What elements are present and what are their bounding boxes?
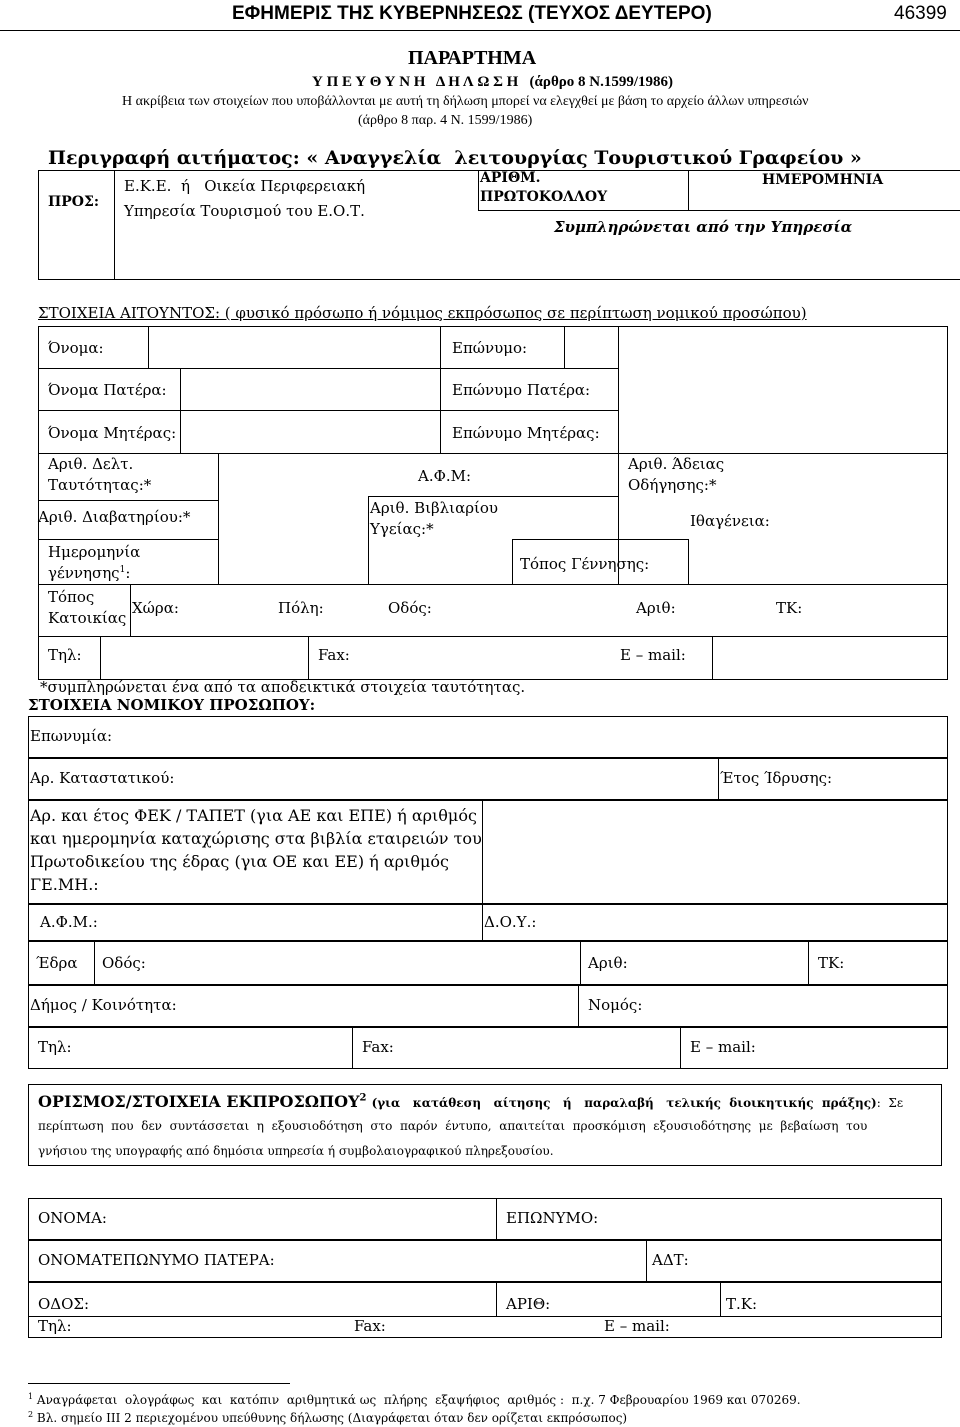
father-surname-label: Επώνυμο Πατέρα: <box>452 381 591 399</box>
city-label: Πόλη: <box>278 599 324 617</box>
footnote-1 <box>28 1392 801 1407</box>
representative-footnote-ref: 2 <box>359 1092 367 1104</box>
representative-title-tail: : Σε <box>876 1096 904 1110</box>
tax-office-label: Δ.Ο.Υ.: <box>484 913 537 931</box>
mother-surname-label: Επώνυμο Μητέρας: <box>452 424 600 442</box>
request-description: Περιγραφή αιτήματος: « Αναγγελία λειτουργίας Τουριστικού Γραφείου » <box>48 147 862 169</box>
fax-label: Fax: <box>318 646 350 664</box>
email-label: E – mail: <box>620 646 686 664</box>
seat-postal-code-label: ΤΚ: <box>818 954 845 972</box>
col-rule-fax <box>308 636 309 680</box>
birth-date-text: γέννησης <box>48 564 120 582</box>
row-rule-5b <box>512 539 688 540</box>
legal-contact-divider-1 <box>352 1027 353 1069</box>
residence-label-2: Κατοικίας <box>48 609 127 627</box>
footnote-1-text: Αναγράφεται ολογράφως και κατόπιν αριθμητικά ως πλήρης εξαψήφιος αριθμός : π.χ. 7 Φεβρουαρίου 1969 και 070269. <box>36 1393 801 1407</box>
col-rule-email <box>712 636 713 680</box>
col-rule-mid <box>440 326 441 453</box>
representative-title-text: ΟΡΙΣΜΟΣ/ΣΤΟΙΧΕΙΑ ΕΚΠΡΟΣΩΠΟΥ <box>38 1092 360 1111</box>
first-name-label: Όνομα: <box>48 339 104 357</box>
protocol-number-label: ΑΡΙΘΜ. <box>480 170 541 186</box>
founding-year-label: Έτος Ίδρυσης: <box>720 769 833 787</box>
rep-address-divider-2 <box>720 1282 721 1316</box>
fek-divider <box>482 800 483 904</box>
rep-address-rule <box>28 1316 942 1317</box>
street-number-label: Αριθ: <box>636 599 676 617</box>
legal-email-label: E – mail: <box>690 1038 756 1056</box>
col-rule-name <box>148 326 149 368</box>
rep-id-label: ΑΔΤ: <box>652 1251 689 1269</box>
recipient-divider <box>114 170 115 280</box>
fek-label-2: και ημερομηνία καταχώρισης στα βιβλία εταιρειών του <box>30 829 482 848</box>
phone-label: Τηλ: <box>48 646 82 664</box>
col-rule-ids <box>218 453 219 584</box>
date-label: ΗΜΕΡΟΜΗΝΙΑ <box>762 172 884 188</box>
legal-contact-box <box>28 1027 948 1069</box>
legal-phone-label: Τηλ: <box>38 1038 72 1056</box>
rep-father-divider <box>646 1240 647 1282</box>
recipient-line2: Υπηρεσία Τουρισμού του Ε.Ο.Τ. <box>124 202 365 220</box>
rep-address-box <box>28 1282 942 1338</box>
company-name-box <box>28 716 948 758</box>
rep-name-box <box>28 1198 942 1240</box>
protocol-divider <box>478 170 479 210</box>
representative-body-2: γνήσιου της υπογραφής από δημόσια υπηρεσία ή συμβολαιογραφικού πληρεξουσίου. <box>38 1144 554 1158</box>
afm-label: Α.Φ.Μ: <box>418 467 472 485</box>
surname-label: Επώνυμο: <box>452 339 528 357</box>
col-rule-parents <box>180 368 181 453</box>
rep-number-label: ΑΡΙΘ: <box>506 1295 551 1313</box>
rep-address-divider-1 <box>496 1282 497 1316</box>
col-rule-tel <box>100 636 101 680</box>
prefecture-label: Νομός: <box>588 996 643 1014</box>
header-rule <box>0 30 960 31</box>
birthplace-label: Τόπος Γέννησης: <box>520 555 650 573</box>
footnote-2 <box>28 1410 627 1425</box>
statute-divider <box>718 758 719 800</box>
row-rule-4a <box>38 500 218 501</box>
row-rule-6 <box>38 584 948 585</box>
municipality-label: Δήμος / Κοινότητα: <box>30 996 177 1014</box>
legal-afm-label: Α.Φ.Μ.: <box>40 913 98 931</box>
fek-label-3: Πρωτοδικείου της έδρας (για ΟΕ και ΕΕ) ή αριθμός <box>30 852 449 871</box>
rep-father-label: ΟΝΟΜΑΤΕΠΩΝΥΜΟ ΠΑΤΕΡΑ: <box>38 1251 275 1269</box>
id-card-label-2: Ταυτότητας:* <box>48 476 152 494</box>
representative-body-1: περίπτωση που δεν συντάσσεται η εξουσιοδότηση στο παρόν έντυπο, απαιτείται προσκόμιση εξουσιοδότησης με βεβαίωση του <box>38 1119 868 1133</box>
footnote-2-marker: 2 <box>28 1410 34 1419</box>
footnote-2-text: Βλ. σημείο ΙΙΙ 2 περιεχομένου υπεύθυνης δήλωσης (Διαγράφεται όταν δεν ορίζεται εκπρόσωπος) <box>36 1411 628 1425</box>
parartima-title: ΠΑΡΑΡΤΗΜΑ <box>408 47 537 69</box>
rep-street-label: ΟΔΟΣ: <box>38 1295 90 1313</box>
protocol-number-label-2: ΠΡΩΤΟΚΟΛΛΟΥ <box>480 189 608 205</box>
health-book-label-2: Υγείας:* <box>370 520 434 538</box>
col-rule-health <box>368 496 369 584</box>
company-name-label: Επωνυμία: <box>30 727 113 745</box>
row-rule-1 <box>38 368 618 369</box>
row-rule-2 <box>38 410 618 411</box>
identity-footnote: *συμπληρώνεται ένα από τα αποδεικτικά στοιχεία ταυτότητας. <box>40 678 526 696</box>
row-rule-5a <box>38 539 218 540</box>
footnote-1-marker: 1 <box>28 1392 34 1401</box>
tax-divider <box>482 904 483 941</box>
mother-name-label: Όνομα Μητέρας: <box>48 424 177 442</box>
declaration-title: Υ Π Ε Υ Θ Υ Ν Η Δ Η Λ Ω Σ Η (άρθρο 8 Ν.1599/1986) <box>312 74 674 90</box>
footnote-separator <box>28 1383 290 1384</box>
legal-contact-divider-2 <box>680 1027 681 1069</box>
municipality-divider <box>578 985 579 1027</box>
col-rule-surname <box>564 326 565 368</box>
seat-divider-3 <box>808 941 809 985</box>
seat-divider-2 <box>580 941 581 985</box>
applicant-section-title: ΣΤΟΙΧΕΙΑ ΑΙΤΟΥΝΤΟΣ: ( φυσικό πρόσωπο ή νόμιμος εκπρόσωπος σε περίπτωση νομικού προσώπου) <box>38 304 807 322</box>
legal-fax-label: Fax: <box>362 1038 394 1056</box>
birth-date-colon: : <box>125 564 131 582</box>
representative-purpose: (για κατάθεση αίτησης ή παραλαβή τελικής διοικητικής πράξης) <box>371 1096 877 1110</box>
service-fill-note: Συμπληρώνεται από την Υπηρεσία <box>554 218 853 236</box>
residence-label: Τόπος <box>48 588 95 606</box>
accuracy-note-law: (άρθρο 8 παρ. 4 Ν. 1599/1986) <box>358 113 533 128</box>
accuracy-note: Η ακρίβεια των στοιχείων που υποβάλλονται με αυτή τη δήλωση μπορεί να ελεγχθεί με βάση το αρχείο άλλων υπηρεσιών <box>122 94 809 109</box>
country-label: Χώρα: <box>132 599 179 617</box>
page-number: 46399 <box>894 3 947 24</box>
fek-label-4: ΓΕ.ΜΗ.: <box>30 875 99 894</box>
street-label: Οδός: <box>388 599 432 617</box>
driving-license-label-2: Οδήγησης:* <box>628 476 717 494</box>
date-divider <box>688 170 689 210</box>
father-name-label: Όνομα Πατέρα: <box>48 381 167 399</box>
seat-box <box>28 941 948 985</box>
recipient-line1: Ε.Κ.Ε. ή Οικεία Περιφερειακή <box>124 177 366 195</box>
statute-label: Αρ. Καταστατικού: <box>30 769 175 787</box>
representative-title <box>38 1092 903 1111</box>
pros-label: ΠΡΟΣ: <box>48 194 100 210</box>
rep-postal-code-label: Τ.Κ: <box>726 1295 758 1313</box>
passport-label: Αριθ. Διαβατηρίου:* <box>38 508 191 526</box>
birth-date-footnote-ref: 1 <box>119 565 126 575</box>
col-rule-right <box>618 326 619 584</box>
nationality-label: Ιθαγένεια: <box>690 512 770 530</box>
row-rule-4b <box>368 496 618 497</box>
seat-number-label: Αριθ: <box>588 954 628 972</box>
protocol-bottom-rule <box>478 210 960 211</box>
health-book-label: Αριθ. Βιβλιαρίου <box>370 499 499 517</box>
seat-label: Έδρα <box>36 954 78 972</box>
seat-street-label: Οδός: <box>102 954 146 972</box>
fek-label-1: Αρ. και έτος ΦΕΚ / ΤΑΠΕΤ (για ΑΕ και ΕΠΕ) ή αριθμός <box>30 806 477 825</box>
rep-surname-label: ΕΠΩΝΥΜΟ: <box>506 1209 599 1227</box>
id-card-label: Αριθ. Δελτ. <box>48 455 134 473</box>
row-rule-3 <box>38 453 948 454</box>
col-rule-nat <box>688 539 689 584</box>
gazette-title: ΕΦΗΜΕΡΙΣ ΤΗΣ ΚΥΒΕΡΝΗΣΕΩΣ (ΤΕΥΧΟΣ ΔΕΥΤΕΡΟ) <box>232 3 712 24</box>
birth-date-label: Ημερομηνία <box>48 543 141 561</box>
col-rule-residence <box>130 584 131 636</box>
driving-license-label: Αριθ. Άδειας <box>628 455 725 473</box>
rep-fax-label: Fax: <box>354 1317 386 1335</box>
rep-email-label: E – mail: <box>604 1317 670 1335</box>
row-rule-7 <box>38 636 948 637</box>
legal-entity-section-title: ΣΤΟΙΧΕΙΑ ΝΟΜΙΚΟΥ ΠΡΟΣΩΠΟΥ: <box>28 696 316 714</box>
postal-code-label: ΤΚ: <box>776 599 803 617</box>
rep-phone-label: Τηλ: <box>38 1317 72 1335</box>
seat-divider-1 <box>94 941 95 985</box>
rep-first-name-label: ΟΝΟΜΑ: <box>38 1209 107 1227</box>
rep-name-divider <box>496 1198 497 1240</box>
birth-date-label-2 <box>48 564 130 582</box>
col-rule-birthplace <box>512 539 513 584</box>
